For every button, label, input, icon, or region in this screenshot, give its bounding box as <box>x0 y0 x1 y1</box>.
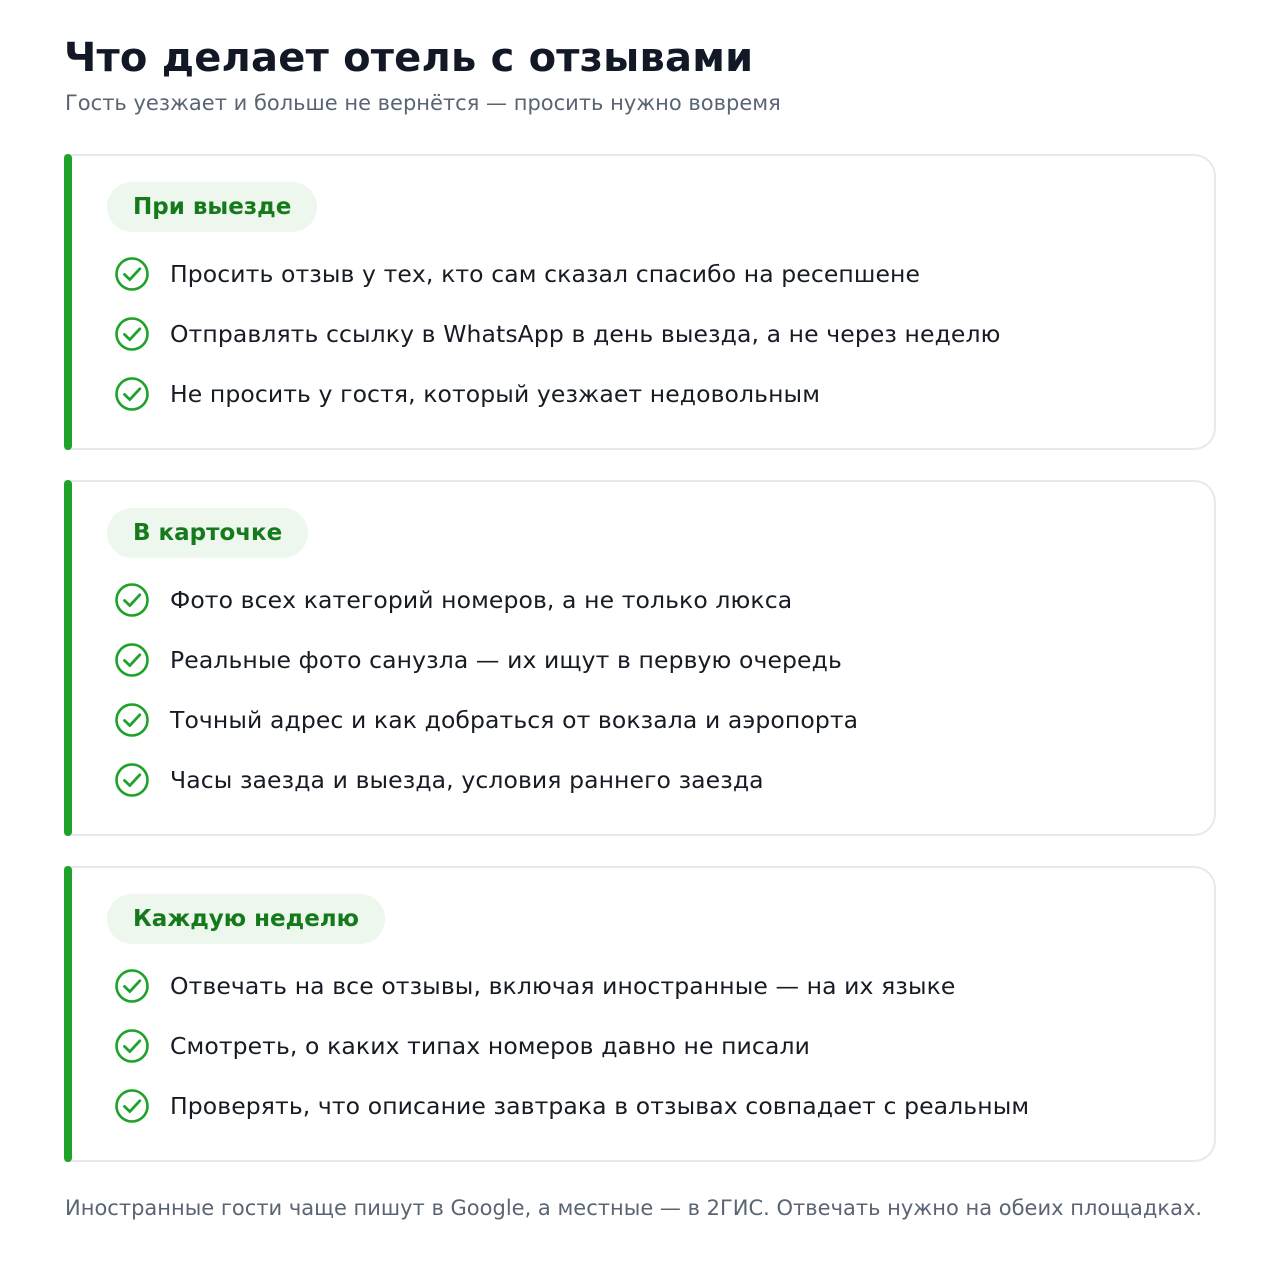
page-subtitle: Гость уезжает и больше не вернётся — просить нужно вовремя <box>65 91 781 115</box>
page-title: Что делает отель с отзывами <box>64 35 754 81</box>
check-circle-icon <box>114 582 150 618</box>
check-circle-icon <box>114 642 150 678</box>
section-card-listing <box>64 480 1216 836</box>
checklist <box>107 244 1214 424</box>
checklist-item-text: Отправлять ссылку в WhatsApp в день выезда, а не через неделю <box>170 320 1001 348</box>
checklist-item <box>107 630 1214 690</box>
check-circle-icon <box>114 376 150 412</box>
checklist-item-text: Смотреть, о каких типах номеров давно не писали <box>170 1032 810 1060</box>
checklist-item <box>107 1016 1214 1076</box>
section-card-checkout <box>64 154 1216 450</box>
checklist-item-text: Проверять, что описание завтрака в отзывах совпадает с реальным <box>170 1092 1030 1120</box>
checklist-item <box>107 244 1214 304</box>
section-label: При выезде <box>107 182 317 232</box>
checklist-item <box>107 304 1214 364</box>
check-circle-icon <box>114 1028 150 1064</box>
check-circle-icon <box>114 316 150 352</box>
check-circle-icon <box>114 968 150 1004</box>
section-card-weekly <box>64 866 1216 1162</box>
checklist-item-text: Отвечать на все отзывы, включая иностранные — на их языке <box>170 972 956 1000</box>
check-circle-icon <box>114 702 150 738</box>
checklist-item <box>107 750 1214 810</box>
checklist-item <box>107 570 1214 630</box>
checklist-item-text: Реальные фото санузла — их ищут в первую очередь <box>170 646 842 674</box>
checklist-item <box>107 956 1214 1016</box>
checklist-item-text: Фото всех категорий номеров, а не только люкса <box>170 586 793 614</box>
check-circle-icon <box>114 762 150 798</box>
checklist-item-text: Точный адрес и как добраться от вокзала и аэропорта <box>170 706 859 734</box>
checklist-item-text: Просить отзыв у тех, кто сам сказал спасибо на ресепшене <box>170 260 921 288</box>
checklist-item <box>107 1076 1214 1136</box>
check-circle-icon <box>114 1088 150 1124</box>
checklist-item-text: Не просить у гостя, который уезжает недовольным <box>170 380 821 408</box>
footer-note: Иностранные гости чаще пишут в Google, а местные — в 2ГИС. Отвечать нужно на обеих площадках. <box>65 1196 1203 1220</box>
section-label: В карточке <box>107 508 308 558</box>
checklist <box>107 956 1214 1136</box>
checklist-item <box>107 690 1214 750</box>
checklist-item <box>107 364 1214 424</box>
section-list <box>64 154 1216 1162</box>
section-label: Каждую неделю <box>107 894 385 944</box>
checklist-item-text: Часы заезда и выезда, условия раннего заезда <box>170 766 764 794</box>
check-circle-icon <box>114 256 150 292</box>
checklist <box>107 570 1214 810</box>
